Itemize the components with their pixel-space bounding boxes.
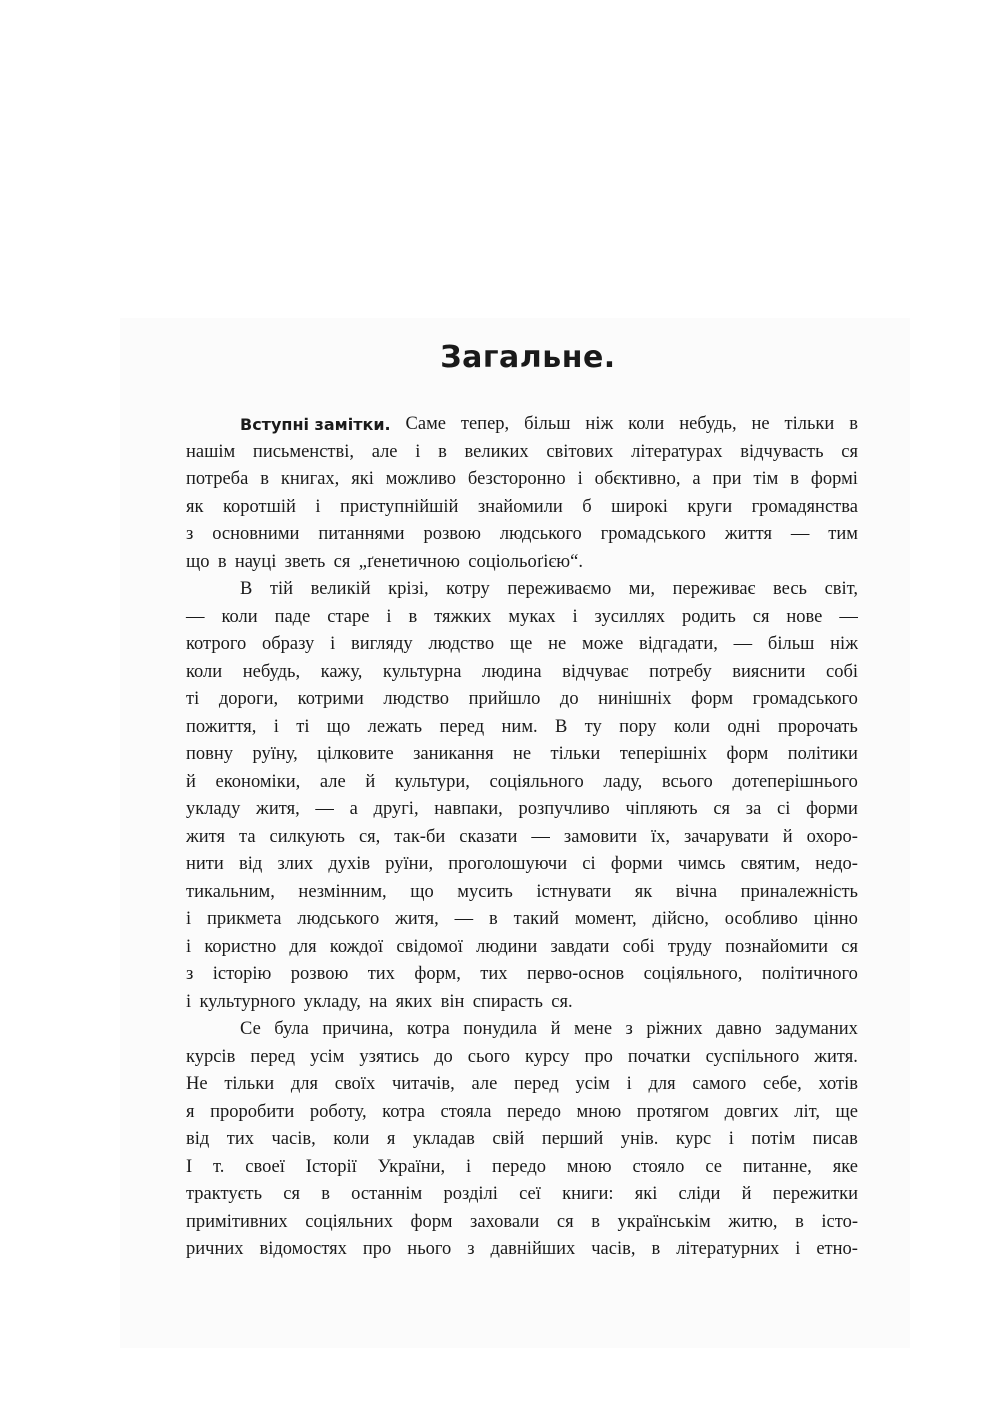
text-line: як коротшій і приступнійшій знайомили б широкі круги громадянства bbox=[186, 496, 858, 517]
text-line: нашім письменстві, але і в великих світових літературах відчувасть ся bbox=[186, 441, 858, 462]
text-line: від тих часів, коли я укладав свій перший унів. курс і потім писав bbox=[186, 1129, 858, 1149]
text-line: я проробити роботу, котра стояла передо мною протягом довгих літ, ще bbox=[186, 1101, 858, 1122]
text-line: Се була причина, котра понудила й мене з ріжних давно задуманих bbox=[240, 1019, 858, 1039]
text-line: й економіки, але й культури, соціяльного ладу, всього дотеперішнього bbox=[186, 771, 858, 792]
text-line: трактуєть ся в останнім розділі сеї книги: які сліди й пережитки bbox=[186, 1184, 858, 1204]
text-line: нити від злих духів руїни, проголошуючи сі форми чимсь святим, недо- bbox=[186, 854, 858, 874]
text-line: з історію розвою тих форм, тих перво-основ соціяльного, політичного bbox=[186, 964, 858, 984]
text-line: і культурного укладу, на яких він спирасть ся. bbox=[186, 991, 573, 1012]
body-text bbox=[186, 411, 858, 1264]
text-line: I т. своеї Історії України, і передо мною стояло се питанне, яке bbox=[186, 1156, 858, 1177]
text-line: коли небудь, кажу, культурна людина відчуває потребу вияснити собі bbox=[186, 661, 858, 682]
text-line: житя та силкують ся, так-би сказати — замовити їх, зачарувати й охоро- bbox=[186, 826, 858, 847]
text-line: В тій великій крізі, котру переживаємо ми, переживає весь світ, bbox=[240, 579, 858, 599]
text-line: укладу житя, — а другі, навпаки, розпучливо чіпляють ся за сі форми bbox=[186, 799, 858, 819]
text-line: з основними питаннями розвою людського громадського життя — тим bbox=[186, 524, 858, 544]
text-line: примітивних соціяльних форм заховали ся в українськім житю, в істо- bbox=[186, 1211, 858, 1232]
text-line: Вступні замітки. Саме тепер, більш ніж коли небудь, не тільки в bbox=[186, 411, 858, 439]
text-line: Не тільки для своїх читачів, але перед усім і для самого себе, хотів bbox=[186, 1074, 858, 1094]
text-line: пожиття, і ті що лежать перед ним. В ту пору коли одні пророчать bbox=[186, 716, 858, 737]
text-line: тикальним, незмінним, що мусить істнувати як вічна приналежність bbox=[186, 881, 858, 902]
text-line: котрого образу і вигляду людство ще не може відгадати, — більш ніж bbox=[186, 634, 858, 654]
text-line: курсів перед усім узятись до сього курсу про початки суспільного житя. bbox=[186, 1046, 858, 1067]
text-line: і прикмета людського житя, — в такий момент, дійсно, особливо цінно bbox=[186, 909, 858, 929]
text-line: ті дороги, котрими людство прийшло до нинішніх форм громадського bbox=[186, 689, 858, 709]
text-line: — коли паде старе і в тяжких муках і зусиллях родить ся нове — bbox=[186, 606, 858, 627]
text-line: повну руїну, цілковите заникання не тільки теперішніх форм політики bbox=[186, 744, 858, 764]
text-line: що в науці зветь ся „ґенетичною соціольоґією“. bbox=[186, 551, 583, 572]
section-lead-label: Вступні замітки. bbox=[240, 415, 391, 434]
text-line: потреба в книгах, які можливо безсторонно і обєктивно, а при тім в формі bbox=[186, 469, 858, 489]
text-line: і користно для кождої свідомої людини завдати собі труду познайомити ся bbox=[186, 936, 858, 957]
page-title: Загальне. bbox=[440, 340, 616, 375]
text-line: ричних відомостях про нього з давнійших часів, в літературних і етно- bbox=[186, 1239, 858, 1259]
